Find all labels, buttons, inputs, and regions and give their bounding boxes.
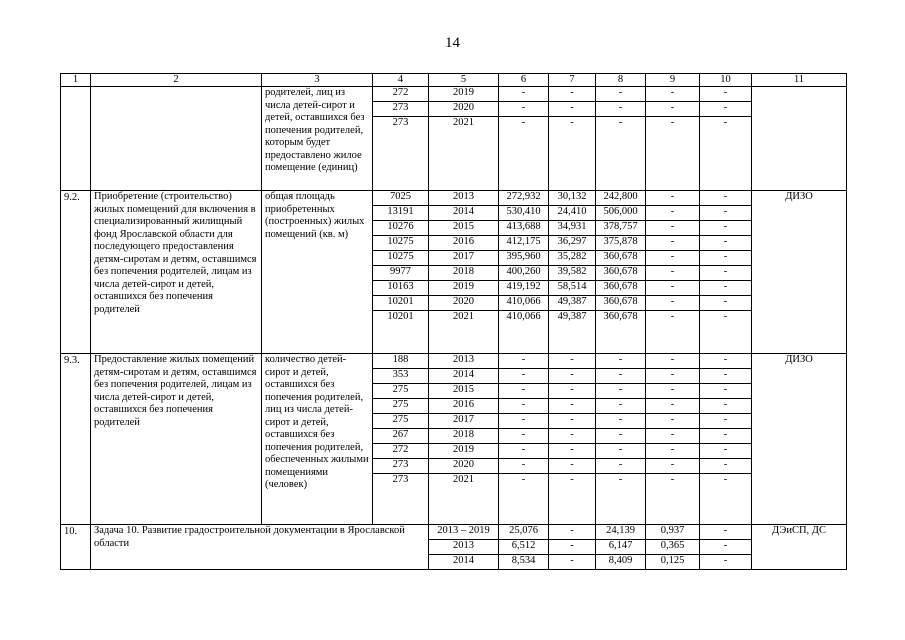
- value: -: [596, 399, 646, 414]
- indicator-value: 10275: [373, 236, 429, 251]
- value: -: [700, 206, 752, 221]
- value: -: [700, 311, 752, 354]
- year: 2013: [429, 540, 499, 555]
- year: 2014: [429, 206, 499, 221]
- responsible-cell: [752, 87, 847, 191]
- value: 360,678: [596, 266, 646, 281]
- value: -: [549, 414, 596, 429]
- column-number: 9: [646, 74, 700, 87]
- value: 360,678: [596, 281, 646, 296]
- value: -: [700, 459, 752, 474]
- value: -: [700, 251, 752, 266]
- value: 24,410: [549, 206, 596, 221]
- value: -: [646, 87, 700, 102]
- value: -: [549, 117, 596, 191]
- value: 36,297: [549, 236, 596, 251]
- year: 2016: [429, 236, 499, 251]
- total-value: -: [499, 369, 549, 384]
- responsible-org: ДЭиСП, ДС: [752, 525, 847, 570]
- value: -: [646, 102, 700, 117]
- value: -: [646, 206, 700, 221]
- column-number: 6: [499, 74, 549, 87]
- value: -: [646, 221, 700, 236]
- year: 2019: [429, 87, 499, 102]
- table-row: [61, 87, 847, 102]
- year: 2018: [429, 266, 499, 281]
- total-value: -: [499, 102, 549, 117]
- year: 2015: [429, 221, 499, 236]
- value: -: [700, 117, 752, 191]
- value: 24,139: [596, 525, 646, 540]
- total-value: 272,932: [499, 191, 549, 206]
- year: 2017: [429, 414, 499, 429]
- year: 2016: [429, 399, 499, 414]
- value: -: [700, 525, 752, 540]
- value: -: [596, 459, 646, 474]
- column-number: 10: [700, 74, 752, 87]
- value: 360,678: [596, 251, 646, 266]
- year: 2014: [429, 555, 499, 570]
- value: -: [700, 540, 752, 555]
- total-value: -: [499, 414, 549, 429]
- year: 2020: [429, 102, 499, 117]
- indicator-value: 272: [373, 444, 429, 459]
- value: 360,678: [596, 311, 646, 354]
- value: -: [646, 296, 700, 311]
- value: -: [646, 444, 700, 459]
- year: 2015: [429, 384, 499, 399]
- total-value: 412,175: [499, 236, 549, 251]
- total-value: 419,192: [499, 281, 549, 296]
- value: 58,514: [549, 281, 596, 296]
- value: 360,678: [596, 296, 646, 311]
- value: -: [549, 87, 596, 102]
- value: 6,147: [596, 540, 646, 555]
- year: 2014: [429, 369, 499, 384]
- value: -: [700, 555, 752, 570]
- column-number: 2: [91, 74, 262, 87]
- table-row: [61, 354, 847, 369]
- column-number: 11: [752, 74, 847, 87]
- value: 35,282: [549, 251, 596, 266]
- value: -: [700, 474, 752, 525]
- item-name: Приобретение (строительство) жилых помещений для включения в специализированный жилищный фонд Ярославской области для последующего предоставления детям-сиротам и детям, оставшимся без попечения родителей, лицам из числа детей-сирот и детей, оставшихся без попечения родителей: [91, 191, 262, 354]
- value: -: [549, 399, 596, 414]
- value: -: [700, 102, 752, 117]
- value: -: [700, 191, 752, 206]
- value: -: [700, 87, 752, 102]
- indicator-value: 273: [373, 117, 429, 191]
- value: -: [549, 369, 596, 384]
- value: -: [700, 221, 752, 236]
- value: -: [596, 414, 646, 429]
- column-number: 3: [262, 74, 373, 87]
- value: -: [646, 429, 700, 444]
- task-name: Задача 10. Развитие градостроительной документации в Ярославской области: [91, 525, 429, 570]
- value: -: [549, 474, 596, 525]
- value: -: [646, 281, 700, 296]
- item-name-cell: [91, 87, 262, 191]
- total-value: 6,512: [499, 540, 549, 555]
- value: -: [646, 414, 700, 429]
- column-number: 5: [429, 74, 499, 87]
- value: -: [549, 429, 596, 444]
- year: 2020: [429, 459, 499, 474]
- total-value: -: [499, 87, 549, 102]
- indicator-value: 273: [373, 459, 429, 474]
- value: -: [700, 399, 752, 414]
- indicator-value: 10163: [373, 281, 429, 296]
- table-row: [61, 525, 847, 540]
- value: -: [596, 117, 646, 191]
- value: -: [596, 354, 646, 369]
- column-number: 7: [549, 74, 596, 87]
- total-value: -: [499, 354, 549, 369]
- year: 2021: [429, 117, 499, 191]
- value: -: [646, 266, 700, 281]
- value: 39,582: [549, 266, 596, 281]
- table-row: [61, 191, 847, 206]
- year: 2013 – 2019: [429, 525, 499, 540]
- indicator-value: 275: [373, 414, 429, 429]
- column-number: 4: [373, 74, 429, 87]
- value: 378,757: [596, 221, 646, 236]
- indicator-value: 272: [373, 87, 429, 102]
- indicator-value: 273: [373, 102, 429, 117]
- year: 2021: [429, 474, 499, 525]
- column-number: 1: [61, 74, 91, 87]
- total-value: 8,534: [499, 555, 549, 570]
- value: -: [700, 444, 752, 459]
- value: -: [700, 236, 752, 251]
- indicator-value: 188: [373, 354, 429, 369]
- indicator-value: 273: [373, 474, 429, 525]
- value: -: [596, 429, 646, 444]
- item-number-cell: [61, 87, 91, 191]
- indicator-value: 9977: [373, 266, 429, 281]
- value: -: [646, 459, 700, 474]
- total-value: -: [499, 444, 549, 459]
- column-number-row: [61, 74, 847, 87]
- indicator-value: 267: [373, 429, 429, 444]
- value: -: [700, 384, 752, 399]
- total-value: -: [499, 384, 549, 399]
- value: -: [549, 459, 596, 474]
- item-number: 10.: [61, 525, 91, 570]
- total-value: 25,076: [499, 525, 549, 540]
- value: -: [596, 369, 646, 384]
- value: 30,132: [549, 191, 596, 206]
- indicator-text: общая площадь приобретенных (построенных) жилых помещений (кв. м): [262, 191, 373, 354]
- value: -: [549, 444, 596, 459]
- value: -: [646, 399, 700, 414]
- year: 2019: [429, 444, 499, 459]
- page-number: 14: [445, 35, 460, 51]
- total-value: 410,066: [499, 311, 549, 354]
- total-value: 400,260: [499, 266, 549, 281]
- value: -: [596, 102, 646, 117]
- value: -: [549, 354, 596, 369]
- value: -: [700, 429, 752, 444]
- item-number: 9.3.: [61, 354, 91, 525]
- indicator-value: 10201: [373, 296, 429, 311]
- value: 34,931: [549, 221, 596, 236]
- value: -: [646, 236, 700, 251]
- item-number: 9.2.: [61, 191, 91, 354]
- responsible-org: ДИЗО: [752, 354, 847, 525]
- value: -: [549, 384, 596, 399]
- indicator-value: 275: [373, 384, 429, 399]
- year: 2017: [429, 251, 499, 266]
- total-value: -: [499, 474, 549, 525]
- value: -: [646, 474, 700, 525]
- value: 8,409: [596, 555, 646, 570]
- responsible-org: ДИЗО: [752, 191, 847, 354]
- value: -: [646, 311, 700, 354]
- value: -: [700, 354, 752, 369]
- value: 506,000: [596, 206, 646, 221]
- value: -: [596, 474, 646, 525]
- column-number: 8: [596, 74, 646, 87]
- value: 49,387: [549, 311, 596, 354]
- year: 2013: [429, 191, 499, 206]
- value: -: [700, 414, 752, 429]
- total-value: -: [499, 117, 549, 191]
- total-value: 410,066: [499, 296, 549, 311]
- total-value: -: [499, 429, 549, 444]
- value: -: [549, 555, 596, 570]
- year: 2021: [429, 311, 499, 354]
- value: 0,937: [646, 525, 700, 540]
- total-value: -: [499, 399, 549, 414]
- value: 0,365: [646, 540, 700, 555]
- value: -: [700, 281, 752, 296]
- value: -: [646, 117, 700, 191]
- value: -: [646, 354, 700, 369]
- item-name: Предоставление жилых помещений детям-сиротам и детям, оставшимся без попечения родителей, лицам из числа детей-сирот и детей, оставшихся без попечения родителей: [91, 354, 262, 525]
- total-value: -: [499, 459, 549, 474]
- value: -: [700, 266, 752, 281]
- value: -: [596, 384, 646, 399]
- indicator-value: 10201: [373, 311, 429, 354]
- value: -: [596, 444, 646, 459]
- value: -: [549, 525, 596, 540]
- total-value: 530,410: [499, 206, 549, 221]
- indicator-text: количество детей-сирот и детей, оставшихся без попечения родителей, лиц из числа детей-сирот и детей, оставшихся без попечения родителей, обеспеченных жилыми помещениями (человек): [262, 354, 373, 525]
- value: -: [549, 540, 596, 555]
- indicator-value: 13191: [373, 206, 429, 221]
- value: 0,125: [646, 555, 700, 570]
- value: -: [646, 251, 700, 266]
- year: 2020: [429, 296, 499, 311]
- indicator-value: 10275: [373, 251, 429, 266]
- value: 375,878: [596, 236, 646, 251]
- indicator-value: 10276: [373, 221, 429, 236]
- indicator-text: родителей, лиц из числа детей-сирот и детей, оставшихся без попечения родителей, которым будет предоставлено жилое помещение (единиц): [262, 87, 373, 191]
- indicator-value: 275: [373, 399, 429, 414]
- value: -: [646, 191, 700, 206]
- value: -: [646, 384, 700, 399]
- value: -: [646, 369, 700, 384]
- value: -: [700, 296, 752, 311]
- value: -: [549, 102, 596, 117]
- total-value: 413,688: [499, 221, 549, 236]
- indicator-value: 7025: [373, 191, 429, 206]
- value: -: [700, 369, 752, 384]
- indicator-value: 353: [373, 369, 429, 384]
- value: 49,387: [549, 296, 596, 311]
- program-table: [60, 73, 847, 570]
- year: 2013: [429, 354, 499, 369]
- year: 2019: [429, 281, 499, 296]
- year: 2018: [429, 429, 499, 444]
- total-value: 395,960: [499, 251, 549, 266]
- value: 242,800: [596, 191, 646, 206]
- value: -: [596, 87, 646, 102]
